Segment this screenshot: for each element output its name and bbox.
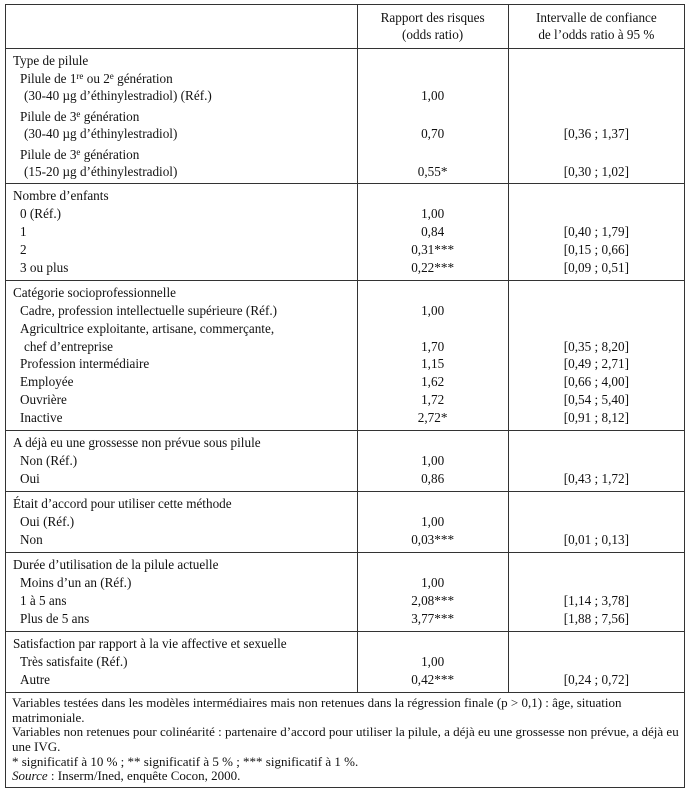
confidence-interval-value: [0,24 ; 0,72] [563,672,629,688]
odds-ratio-value: 0,22*** [411,260,455,276]
header-ci-line2: de l’odds ratio à 95 % [538,27,655,42]
odds-ratio-value: 1,62 [421,374,445,390]
header-odds-ratio-line2: (odds ratio) [402,27,464,42]
odds-ratio-table-document [5,4,685,788]
confidence-interval-value: [0,43 ; 1,72] [563,471,629,487]
source-text: : Inserm/Ined, enquête Cocon, 2000. [47,768,241,784]
row-label: 2 [20,242,27,258]
odds-ratio-value: 0,03*** [411,532,455,548]
group-title: Satisfaction par rapport à la vie affective et sexuelle [13,636,287,652]
odds-ratio-value: 0,86 [421,471,445,487]
confidence-interval-value: [0,36 ; 1,37] [563,126,629,142]
odds-ratio-value: 2,08*** [411,593,455,609]
row-label-continued: (15-20 µg d’éthinylestradiol) [24,164,178,180]
row-label-continued: (30-40 µg d’éthinylestradiol) [24,126,178,142]
confidence-interval-value: [0,09 ; 0,51] [563,260,629,276]
row-label: Inactive [20,410,63,426]
footnote-tested-variables: Variables testées dans les modèles intermédiaires mais non retenues dans la régression finale (p > 0,1) : âge, situation matrimoniale. [12,695,622,725]
row-label: Non (Réf.) [20,453,78,469]
group-pill-usage-duration [6,553,685,632]
confidence-interval-value: [0,35 ; 8,20] [563,338,629,354]
row-label: Pilule de 3e génération [20,108,140,124]
header-ci-line1: Intervalle de confiance [535,10,657,25]
confidence-interval-value: [1,88 ; 7,56] [563,611,629,627]
odds-ratio-value: 1,00 [421,654,445,670]
odds-ratio-value: 3,77*** [411,611,455,627]
confidence-interval-value: [0,66 ; 4,00] [563,374,629,390]
table-footnotes [6,693,685,788]
odds-ratio-value: 1,00 [421,303,445,319]
confidence-interval-value: [0,91 ; 8,12] [563,410,629,426]
row-label: Très satisfaite (Réf.) [20,654,128,670]
row-label: Moins d’un an (Réf.) [20,575,132,591]
confidence-interval-value: [0,40 ; 1,79] [563,224,629,240]
row-label: 1 [20,224,27,240]
row-label: 3 ou plus [20,260,69,276]
group-agreed-to-method [6,492,685,553]
odds-ratio-value: 1,00 [421,453,445,469]
row-label: 1 à 5 ans [20,593,67,609]
row-label: Non [20,532,43,548]
header-odds-ratio [357,5,508,49]
row-label: Pilule de 3e génération [20,146,140,162]
header-odds-ratio-line1: Rapport des risques [380,10,485,25]
row-label-continued: chef d’entreprise [24,338,113,354]
row-label: Oui [20,471,40,487]
group-title: Catégorie socioprofessionnelle [13,285,176,301]
odds-ratio-value: 1,15 [421,356,445,372]
group-relationship-satisfaction [6,632,685,693]
odds-ratio-value: 0,42*** [411,672,455,688]
group-title: Nombre d’enfants [13,188,109,204]
row-label: Employée [20,374,74,390]
row-label: Agricultrice exploitante, artisane, commerçante, [20,321,275,337]
footnote-significance: * significatif à 10 % ; ** significatif à 5 % ; *** significatif à 1 %. [12,753,359,769]
group-prior-unplanned-pregnancy [6,431,685,492]
confidence-interval-value: [0,49 ; 2,71] [563,356,629,372]
odds-ratio-value: 0,84 [421,224,445,240]
odds-ratio-value: 1,00 [421,514,445,530]
confidence-interval-value: [0,01 ; 0,13] [563,532,629,548]
row-label: Autre [20,672,51,688]
row-label: Pilule de 1re ou 2e génération [20,71,173,86]
confidence-interval-value: [0,54 ; 5,40] [563,392,629,408]
row-label-continued: (30-40 µg d’éthinylestradiol) (Réf.) [24,88,212,104]
odds-ratio-value: 1,00 [421,575,445,591]
confidence-interval-value: [0,30 ; 1,02] [563,164,629,180]
row-label: Cadre, profession intellectuelle supérieure (Réf.) [20,303,278,319]
header-confidence-interval [508,5,684,49]
source-label: Source [12,768,48,784]
footnote-collinearity: Variables non retenues pour colinéarité : partenaire d’accord pour utiliser la pilule, a déjà eu une grossesse non prévue, a déjà eu une IVG. [12,724,679,755]
odds-ratio-value: 0,55* [417,164,448,180]
group-title: Durée d’utilisation de la pilule actuelle [13,557,219,573]
row-label: Plus de 5 ans [20,611,90,627]
odds-ratio-value: 1,00 [421,206,445,222]
odds-ratio-value: 0,70 [421,126,445,142]
footnote-source [12,769,680,784]
odds-ratio-value: 1,70 [421,338,445,354]
group-title: A déjà eu une grossesse non prévue sous pilule [13,435,261,451]
group-title: Était d’accord pour utiliser cette méthode [13,496,232,512]
row-label: Profession intermédiaire [20,356,150,372]
odds-ratio-value: 1,72 [421,392,445,408]
odds-ratio-value: 1,00 [421,88,445,104]
group-title: Type de pilule [13,53,89,68]
confidence-interval-value: [1,14 ; 3,78] [563,593,629,609]
odds-ratio-value: 0,31*** [411,242,455,258]
odds-ratio-table [5,4,685,788]
group-pill-type [6,49,685,184]
group-number-of-children [6,184,685,281]
row-label: Ouvrière [20,392,67,408]
group-socio-professional-category [6,281,685,431]
table-header [6,5,685,49]
header-empty-cell [6,5,358,49]
row-label: 0 (Réf.) [20,206,62,222]
odds-ratio-value: 2,72* [417,410,448,426]
confidence-interval-value: [0,15 ; 0,66] [563,242,629,258]
row-label: Oui (Réf.) [20,514,75,530]
